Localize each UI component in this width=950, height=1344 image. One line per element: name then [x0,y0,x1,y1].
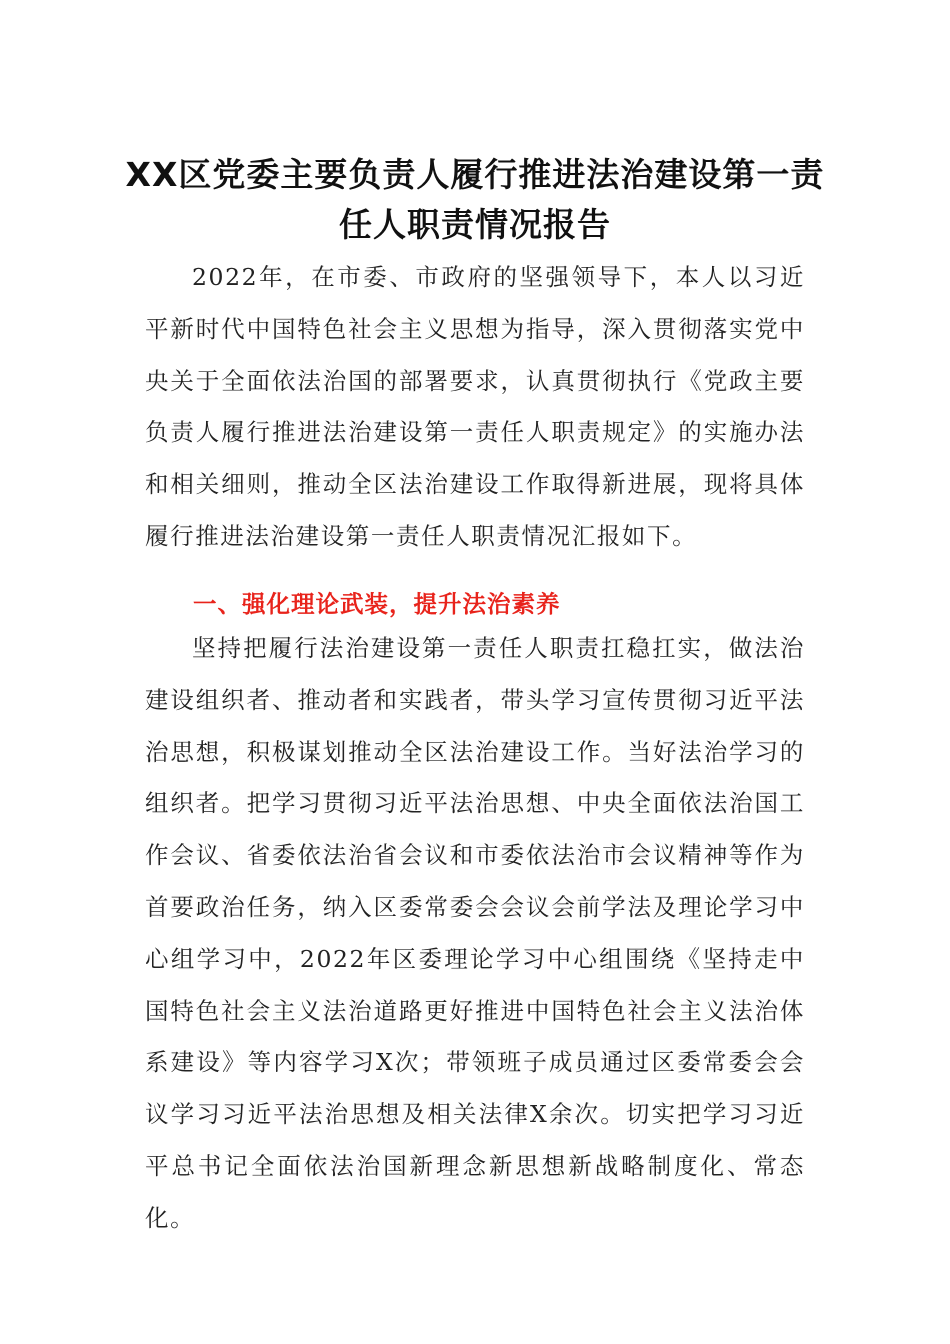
intro-paragraph: 2022年，在市委、市政府的坚强领导下，本人以习近平新时代中国特色社会主义思想为指导，深入贯彻落实党中央关于全面依法治国的部署要求，认真贯彻执行《党政主要负责人履行推进法治建设第一责任人职责规定》的实施办法和相关细则，推动全区法治建设工作取得新进展，现将具体履行推进法治建设第一责任人职责情况汇报如下。 [145,263,805,550]
section-heading: 一、强化理论武装，提升法治素养 [193,590,561,618]
document-title: XX区党委主要负责人履行推进法治建设第一责任人职责情况报告 [125,155,825,244]
section-paragraph: 坚持把履行法治建设第一责任人职责扛稳扛实，做法治建设组织者、推动者和实践者，带头学习宣传贯彻习近平法治思想，积极谋划推动全区法治建设工作。当好法治学习的组织者。把学习贯彻习近平法治思想、中央全面依法治国工作会议、省委依法治省会议和市委依法治市会议精神等作为首要政治任务，纳入区委常委会会议会前学法及理论学习中心组学习中，2022年区委理论学习中心组围绕《坚持走中国特色社会主义法治道路更好推进中国特色社会主义法治体系建设》等内容学习X次；带领班子成员通过区委常委会会议学习习近平法治思想及相关法律X余次。切实把学习习近平总书记全面依法治国新理念新思想新战略制度化、常态化。 [145,634,805,1232]
